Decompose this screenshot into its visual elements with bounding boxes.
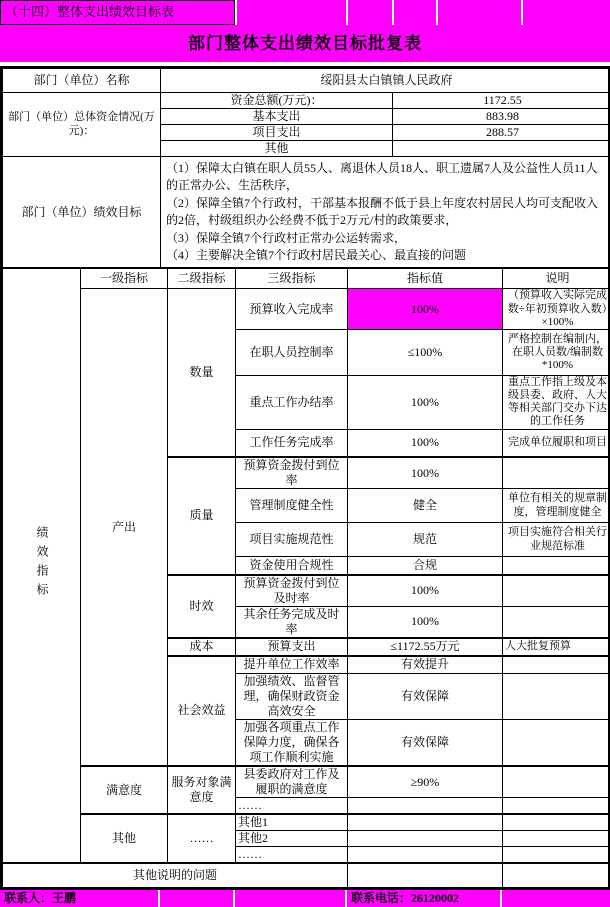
note-cell (503, 674, 610, 720)
info-table (2, 68, 610, 268)
contact-bar-cell (158, 890, 233, 907)
l3-cell: 资金使用合规性 (236, 557, 348, 575)
note-cell (503, 575, 610, 607)
header-level2: 二级指标 (168, 269, 236, 289)
level2-service-satisfaction: 服务对象满意度 (168, 766, 236, 814)
note-cell (503, 557, 610, 575)
l3-cell: 预算资金拨付到位率 (236, 457, 348, 489)
funds-summary-label: 部门（单位）总体资金情况(万元)： (3, 93, 161, 157)
l3-cell: 预算支出 (236, 638, 348, 656)
value-cell: 100% (348, 575, 503, 607)
indicator-table (2, 268, 610, 887)
fund-row-value: 883.98 (393, 109, 610, 125)
value-cell: ≤1172.55万元 (348, 638, 503, 656)
level2-timeliness: 时效 (168, 575, 236, 638)
note-cell (503, 814, 610, 831)
level2-quantity: 数量 (168, 289, 236, 457)
note-cell: （预算收入实际完成数÷年初预算收入数）×100% (503, 289, 610, 330)
value-cell: 有效保障 (348, 720, 503, 767)
value-cell (348, 798, 503, 815)
contact-bar (0, 890, 610, 907)
l3-cell: 县委政府对工作及履职的满意度 (236, 766, 348, 798)
tab-row-cell (235, 0, 346, 25)
fund-row-label: 项目支出 (161, 125, 393, 141)
l3-cell: 预算收入完成率 (236, 289, 348, 330)
level2-ellipsis: …… (168, 814, 236, 863)
note-cell: 完成单位履职和项目 (503, 429, 610, 457)
contact-person-label: 联系人： (4, 891, 52, 905)
note-cell (503, 606, 610, 638)
header-level3: 三级指标 (236, 269, 348, 289)
l3-cell: …… (236, 847, 348, 864)
l3-cell: 提升单位工作效率 (236, 656, 348, 674)
note-cell: 单位有相关的规章制度，管理制度健全 (503, 489, 610, 523)
l3-cell: 预算资金拨付到位及时率 (236, 575, 348, 607)
value-cell: 100% (348, 429, 503, 457)
sheet-tab-row (0, 0, 610, 25)
note-cell: 人大批复预算 (503, 638, 610, 656)
contact-bar-cell (233, 890, 345, 907)
dept-name-label: 部门（单位）名称 (3, 69, 161, 93)
fund-row-value: 1172.55 (393, 93, 610, 109)
l3-cell: 加强各项重点工作保障力度，确保各项工作顺利实施 (236, 720, 348, 767)
tab-row-cell (436, 0, 521, 25)
page-title: 部门整体支出绩效目标批复表 (0, 25, 610, 62)
value-cell: 健全 (348, 489, 503, 523)
note-cell (503, 656, 610, 674)
sheet-tab-label: （十四）整体支出绩效目标表 (0, 0, 235, 25)
l3-cell: 工作任务完成率 (236, 429, 348, 457)
note-cell (503, 720, 610, 767)
header-level1: 一级指标 (81, 269, 168, 289)
note-cell (503, 831, 610, 847)
dept-name-value: 绥阳县太白镇镇人民政府 (161, 69, 610, 93)
fund-row-value (393, 141, 610, 157)
fund-row-label: 资金总额(万元)： (161, 93, 393, 109)
l3-cell: 其余任务完成及时率 (236, 606, 348, 638)
l3-cell: 重点工作办结率 (236, 375, 348, 429)
l3-cell: 管理制度健全性 (236, 489, 348, 523)
other-notes-value (503, 863, 610, 887)
goal-line: （4）主要解决全镇7个行政村居民最关心、最直接的问题 (166, 247, 607, 264)
contact-person (0, 890, 158, 907)
level2-social-benefit: 社会效益 (168, 656, 236, 767)
level1-other: 其他 (81, 814, 168, 863)
contact-phone-value: 26120002 (411, 891, 459, 905)
level1-satisfaction: 满意度 (81, 766, 168, 814)
level2-quality: 质量 (168, 457, 236, 575)
value-cell: ≤100% (348, 329, 503, 375)
value-cell: ≥90% (348, 766, 503, 798)
form-sheet (0, 66, 610, 890)
level2-cost: 成本 (168, 638, 236, 656)
side-label: 绩效指标 (34, 526, 49, 602)
performance-goal-label: 部门（单位）绩效目标 (3, 157, 161, 268)
value-cell: 100% (348, 375, 503, 429)
value-cell: 有效保障 (348, 674, 503, 720)
l3-cell: 项目实施规范性 (236, 523, 348, 557)
value-cell: 100% (348, 457, 503, 489)
tab-row-cell (392, 0, 436, 25)
tab-row-cell (521, 0, 610, 25)
note-cell (503, 766, 610, 798)
note-cell: 重点工作指上级及本级县委、政府、人大等相关部门交办下达的工作任务 (503, 375, 610, 429)
value-cell: 100% (348, 606, 503, 638)
tab-row-cell (346, 0, 392, 25)
fund-row-label: 其他 (161, 141, 393, 157)
value-cell: 合规 (348, 557, 503, 575)
value-cell: 100% (348, 289, 503, 330)
value-cell: 规范 (348, 523, 503, 557)
l3-cell: 加强绩效、监督管理，确保财政资金高效安全 (236, 674, 348, 720)
fund-row-value: 288.57 (393, 125, 610, 141)
note-cell (503, 847, 610, 864)
contact-phone (345, 890, 500, 907)
value-cell (348, 831, 503, 847)
goal-line: （1）保障太白镇在职人员55人、离退休人员18人、职工遗属7人及公益性人员11人的正常办公、生活秩序， (166, 160, 607, 195)
value-cell: 有效提升 (348, 656, 503, 674)
fund-row-label: 基本支出 (161, 109, 393, 125)
header-note: 说明 (503, 269, 610, 289)
note-cell (503, 798, 610, 815)
l3-cell: …… (236, 798, 348, 815)
note-cell: 项目实施符合相关行业规范标准 (503, 523, 610, 557)
note-cell: 严格控制在编制内，在职人员数/编制数*100% (503, 329, 610, 375)
goal-line: （3）保障全镇7个行政村正常办公运转需求， (166, 230, 607, 247)
goal-line: （2）保障全镇7个行政村，干部基本报酬不低于县上年度农村居民人均可支配收入的2倍，村级组织办公经费不低于2万元/村的政策要求， (166, 195, 607, 230)
contact-phone-label: 联系电话： (351, 891, 411, 905)
contact-bar-cell (500, 890, 610, 907)
l3-cell: 其他2 (236, 831, 348, 847)
l3-cell: 在职人员控制率 (236, 329, 348, 375)
performance-goal-text (161, 157, 610, 268)
contact-person-value: 王鹏 (52, 891, 76, 905)
value-cell (348, 814, 503, 831)
l3-cell: 其他1 (236, 814, 348, 831)
note-cell (503, 457, 610, 489)
other-notes-label: 其他说明的问题 (3, 863, 348, 887)
side-label-cell (3, 269, 81, 863)
header-value: 指标值 (348, 269, 503, 289)
level1-output: 产出 (81, 289, 168, 766)
value-cell (348, 847, 503, 864)
other-notes-value (348, 863, 503, 887)
